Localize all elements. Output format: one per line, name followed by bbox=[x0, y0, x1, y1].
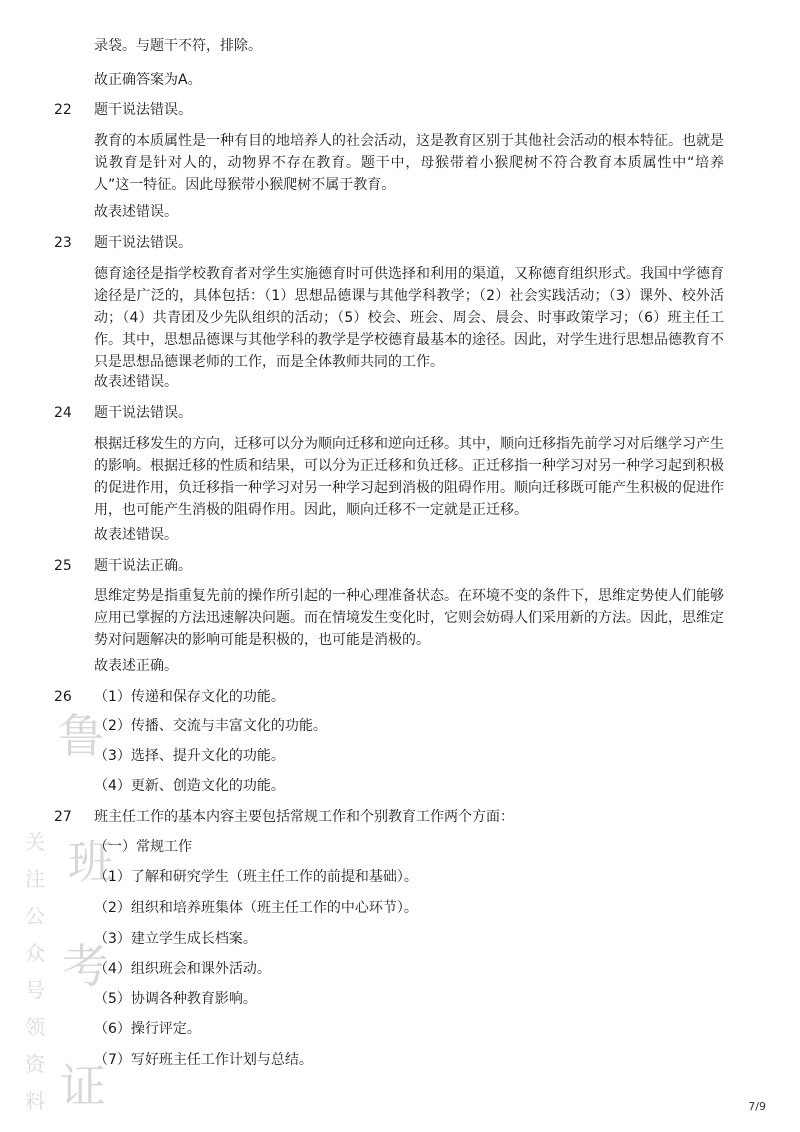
section-heading: （一）常规工作 bbox=[94, 839, 192, 855]
list-item: （2）组织和培养班集体（班主任工作的中心环节）。 bbox=[94, 900, 418, 916]
intro-line: 班主任工作的基本内容主要包括常规工作和个别教育工作两个方面： bbox=[94, 809, 514, 825]
list-item: （3）选择、提升文化的功能。 bbox=[94, 748, 285, 764]
list-item: （4）更新、创造文化的功能。 bbox=[94, 778, 285, 794]
explanation-paragraph: 根据迁移发生的方向，迁移可以分为顺向迁移和逆向迁移。其中，顺向迁移指先前学习对后继学习产生的影响。根据迁移的性质和结果，可以分为正迁移和负迁移。正迁移指一种学习对另一种学习起到积极的促进作用，负迁移指一种学习对另一种学习起到消极的阻碍作用。顺向迁移既可能产生积极的促进作用，也可能产生消极的阻碍作用。因此，顺向迁移不一定就是正迁移。 bbox=[94, 436, 724, 518]
list-item: （2）传播、交流与丰富文化的功能。 bbox=[94, 718, 327, 734]
text-line: 录袋。与题干不符，排除。 bbox=[94, 38, 262, 54]
watermark-char: 公 bbox=[25, 904, 45, 928]
watermark-char: 证 bbox=[60, 1059, 106, 1113]
conclusion: 故表述错误。 bbox=[94, 204, 178, 220]
question-number: 22 bbox=[54, 102, 72, 118]
question-number: 26 bbox=[54, 689, 72, 705]
watermark-char: 鲁 bbox=[58, 709, 104, 763]
question-head: 题干说法正确。 bbox=[94, 558, 192, 574]
list-item: （7）写好班主任工作计划与总结。 bbox=[94, 1052, 313, 1068]
question-number: 25 bbox=[54, 558, 72, 574]
list-item: （1）传递和保存文化的功能。 bbox=[94, 689, 285, 705]
watermark-vertical bbox=[20, 824, 50, 1120]
watermark-char: 注 bbox=[25, 867, 45, 891]
watermark-char: 资 bbox=[25, 1052, 45, 1076]
list-item: （4）组织班会和课外活动。 bbox=[94, 961, 271, 977]
watermark-char: 领 bbox=[25, 1015, 45, 1039]
explanation-paragraph: 德育途径是指学校教育者对学生实施德育时可供选择和利用的渠道，又称德育组织形式。我国中学德育途径是广泛的，具体包括：（1）思想品德课与其他学科教学；（2）社会实践活动；（3）课外、校外活动；（4）共青团及少先队组织的活动；（5）校会、班会、周会、晨会、时事政策学习；（6）班主任工作。其中，思想品德课与其他学科的教学是学校德育最基本的途径。因此，对学生进行思想品德教育不只是思想品德课老师的工作，而是全体教师共同的工作。 bbox=[94, 266, 724, 370]
list-item: （5）协调各种教育影响。 bbox=[94, 991, 257, 1007]
question-number: 27 bbox=[54, 809, 72, 825]
question-number: 23 bbox=[54, 235, 72, 251]
question-head: 题干说法错误。 bbox=[94, 102, 192, 118]
question-head: 题干说法错误。 bbox=[94, 235, 192, 251]
conclusion: 故表述错误。 bbox=[94, 527, 178, 543]
watermark-char: 料 bbox=[25, 1089, 45, 1113]
answer-line: 故正确答案为A。 bbox=[94, 72, 202, 88]
conclusion: 故表述正确。 bbox=[94, 658, 178, 674]
explanation-paragraph: 思维定势是指重复先前的操作所引起的一种心理准备状态。在环境不变的条件下，思维定势使人们能够应用已掌握的方法迅速解决问题。而在情境发生变化时，它则会妨碍人们采用新的方法。因此，思维定势对问题解决的影响可能是积极的，也可能是消极的。 bbox=[94, 588, 724, 648]
list-item: （1）了解和研究学生（班主任工作的前提和基础）。 bbox=[94, 869, 418, 885]
list-item: （3）建立学生成长档案。 bbox=[94, 931, 257, 947]
list-item: （6）操行评定。 bbox=[94, 1021, 201, 1037]
explanation-paragraph: 教育的本质属性是一种有目的地培养人的社会活动，这是教育区别于其他社会活动的根本特征。也就是说教育是针对人的，动物界不存在教育。题干中，母猴带着小猴爬树不符合教育本质属性中“培养人”这一特征。因此母猴带小猴爬树不属于教育。 bbox=[94, 133, 724, 193]
watermark-char: 关 bbox=[25, 830, 45, 854]
watermark-char: 考 bbox=[62, 939, 108, 993]
conclusion: 故表述错误。 bbox=[94, 374, 178, 390]
watermark-char: 号 bbox=[25, 978, 45, 1002]
page-number: 7/9 bbox=[748, 1100, 766, 1113]
watermark-char: 众 bbox=[25, 941, 45, 965]
question-head: 题干说法错误。 bbox=[94, 405, 192, 421]
watermark-char: 班 bbox=[68, 835, 114, 889]
question-number: 24 bbox=[54, 405, 72, 421]
